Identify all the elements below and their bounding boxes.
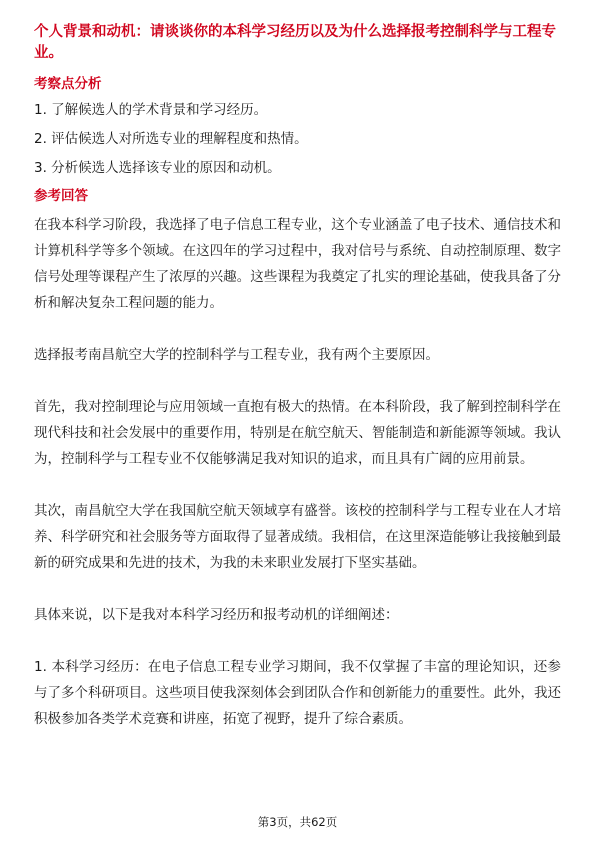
answer-body <box>34 212 561 732</box>
analysis-point: 3. 分析候选人选择该专业的原因和动机。 <box>34 160 281 176</box>
analysis-point: 2. 评估候选人对所选专业的理解程度和热情。 <box>34 131 308 147</box>
answer-paragraph: 在我本科学习阶段，我选择了电子信息工程专业，这个专业涵盖了电子技术、通信技术和计算机科学等多个领域。在这四年的学习过程中，我对信号与系统、自动控制原理、数字信号处理等课程产生了浓厚的兴趣。这些课程为我奠定了扎实的理论基础，使我具备了分析和解决复杂工程问题的能力。 <box>34 217 561 311</box>
answer-heading: 参考回答 <box>34 188 88 204</box>
analysis-point: 1. 了解候选人的学术背景和学习经历。 <box>34 102 268 118</box>
answer-paragraph: 1. 本科学习经历：在电子信息工程专业学习期间，我不仅掌握了丰富的理论知识，还参与了多个科研项目。这些项目使我深刻体会到团队合作和创新能力的重要性。此外，我还积极参加各类学术竞赛和讲座，拓宽了视野，提升了综合素质。 <box>34 659 561 727</box>
answer-paragraph: 选择报考南昌航空大学的控制科学与工程专业，我有两个主要原因。 <box>34 347 439 363</box>
page-number-footer: 第3页，共62页 <box>257 815 338 829</box>
answer-paragraph: 首先，我对控制理论与应用领域一直抱有极大的热情。在本科阶段，我了解到控制科学在现代科技和社会发展中的重要作用，特别是在航空航天、智能制造和新能源等领域。我认为，控制科学与工程专业不仅能够满足我对知识的追求，而且具有广阔的应用前景。 <box>34 399 561 467</box>
question-title: 个人背景和动机：请谈谈你的本科学习经历以及为什么选择报考控制科学与工程专业。 <box>34 24 556 61</box>
analysis-heading: 考察点分析 <box>34 76 102 92</box>
analysis-points <box>34 100 561 178</box>
answer-paragraph: 其次，南昌航空大学在我国航空航天领域享有盛誉。该校的控制科学与工程专业在人才培养、科学研究和社会服务等方面取得了显著成绩。我相信，在这里深造能够让我接触到最新的研究成果和先进的技术，为我的未来职业发展打下坚实基础。 <box>34 503 561 571</box>
answer-paragraph: 具体来说，以下是我对本科学习经历和报考动机的详细阐述： <box>34 607 399 623</box>
